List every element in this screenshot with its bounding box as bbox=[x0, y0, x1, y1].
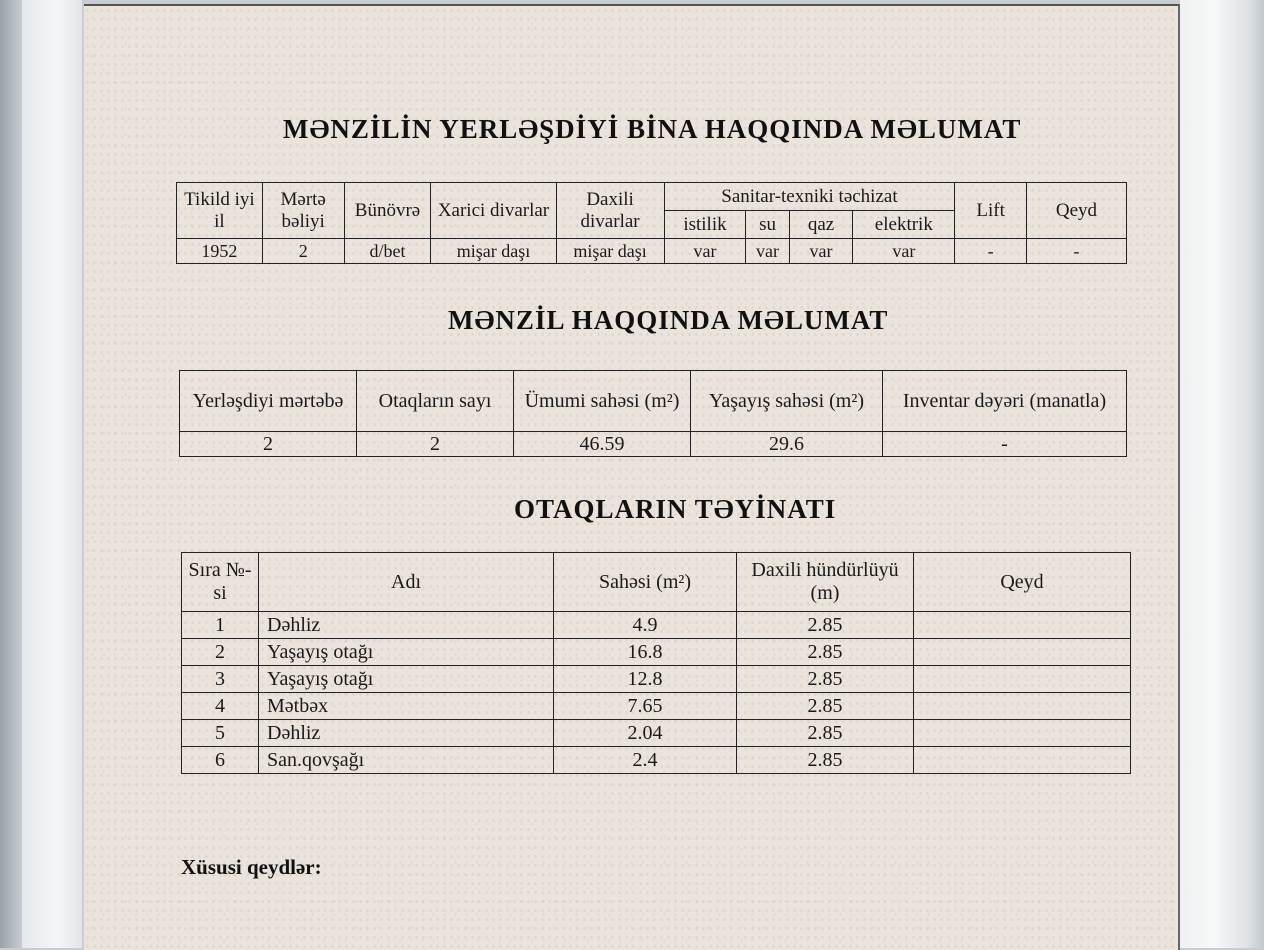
room-height: 2.85 bbox=[737, 747, 914, 774]
header-elektrik: elektrik bbox=[853, 211, 955, 239]
room-name: Mətbəx bbox=[259, 693, 554, 720]
room-area: 7.65 bbox=[554, 693, 737, 720]
room-note bbox=[914, 747, 1131, 774]
header-bunovre: Bünövrə bbox=[344, 183, 431, 239]
header-inventar-deyeri: Inventar dəyəri (manatla) bbox=[883, 371, 1127, 432]
header-istilik: istilik bbox=[664, 211, 746, 239]
header-daxili-divarlar: Daxili divarlar bbox=[556, 183, 664, 239]
value-daxili-divarlar: mişar daşı bbox=[556, 239, 664, 264]
building-info-title: MƏNZİLİN YERLƏŞDİYİ BİNA HAQQINDA MƏLUMAT bbox=[283, 114, 1022, 144]
table-row bbox=[182, 747, 1131, 774]
header-otaqlarin-sayi: Otaqların sayı bbox=[357, 371, 514, 432]
value-mertebeliyi: 2 bbox=[262, 239, 344, 264]
header-yerlesdiyi-mertebe: Yerləşdiyi mərtəbə bbox=[180, 371, 357, 432]
room-note bbox=[914, 612, 1131, 639]
room-area: 2.4 bbox=[554, 747, 737, 774]
building-info-table bbox=[176, 182, 1127, 264]
header-yasayis-sahe: Yaşayış sahəsi (m²) bbox=[691, 371, 883, 432]
value-inventar-deyeri: - bbox=[883, 432, 1127, 457]
room-name: San.qovşağı bbox=[259, 747, 554, 774]
room-no: 3 bbox=[182, 666, 259, 693]
header-adi: Adı bbox=[259, 553, 554, 612]
room-no: 6 bbox=[182, 747, 259, 774]
header-sahesi: Sahəsi (m²) bbox=[554, 553, 737, 612]
room-no: 4 bbox=[182, 693, 259, 720]
header-qaz: qaz bbox=[789, 211, 853, 239]
room-area: 16.8 bbox=[554, 639, 737, 666]
value-su: var bbox=[746, 239, 789, 264]
apartment-info-table bbox=[179, 370, 1127, 457]
value-qeyd: - bbox=[1026, 239, 1126, 264]
header-xarici-divarlar: Xarici divarlar bbox=[431, 183, 556, 239]
room-name: Yaşayış otağı bbox=[259, 666, 554, 693]
room-name: Dəhliz bbox=[259, 612, 554, 639]
value-yerlesdiyi-mertebe: 2 bbox=[180, 432, 357, 457]
room-height: 2.85 bbox=[737, 666, 914, 693]
sheet-protector-right bbox=[1180, 0, 1264, 948]
value-tikildiyi-il: 1952 bbox=[177, 239, 263, 264]
header-umumi-sahe: Ümumi sahəsi (m²) bbox=[514, 371, 691, 432]
room-area: 12.8 bbox=[554, 666, 737, 693]
value-bunovre: d/bet bbox=[344, 239, 431, 264]
header-sira: Sıra №-si bbox=[182, 553, 259, 612]
room-note bbox=[914, 639, 1131, 666]
room-no: 1 bbox=[182, 612, 259, 639]
rooms-title: OTAQLARIN TƏYİNATI bbox=[514, 494, 837, 524]
table-row bbox=[182, 720, 1131, 747]
value-istilik: var bbox=[664, 239, 746, 264]
room-height: 2.85 bbox=[737, 639, 914, 666]
value-otaqlarin-sayi: 2 bbox=[357, 432, 514, 457]
header-sanitar-texniki: Sanitar-texniki təchizat bbox=[664, 183, 955, 211]
table-row bbox=[182, 693, 1131, 720]
value-umumi-sahe: 46.59 bbox=[514, 432, 691, 457]
value-qaz: var bbox=[789, 239, 853, 264]
value-lift: - bbox=[955, 239, 1027, 264]
room-area: 4.9 bbox=[554, 612, 737, 639]
table-row bbox=[182, 666, 1131, 693]
room-area: 2.04 bbox=[554, 720, 737, 747]
value-elektrik: var bbox=[853, 239, 955, 264]
room-note bbox=[914, 693, 1131, 720]
room-height: 2.85 bbox=[737, 612, 914, 639]
header-su: su bbox=[746, 211, 789, 239]
header-lift: Lift bbox=[955, 183, 1027, 239]
header-qeyd: Qeyd bbox=[914, 553, 1131, 612]
room-height: 2.85 bbox=[737, 720, 914, 747]
header-mertebeliyi: Mərtə bəliyi bbox=[262, 183, 344, 239]
table-row bbox=[182, 612, 1131, 639]
value-yasayis-sahe: 29.6 bbox=[691, 432, 883, 457]
rooms-table bbox=[181, 552, 1131, 774]
room-height: 2.85 bbox=[737, 693, 914, 720]
room-note bbox=[914, 720, 1131, 747]
table-row bbox=[182, 639, 1131, 666]
header-tikildiyi-il: Tikild iyi il bbox=[177, 183, 263, 239]
sheet-protector-left bbox=[22, 0, 82, 948]
document-page bbox=[84, 4, 1180, 950]
value-xarici-divarlar: mişar daşı bbox=[431, 239, 556, 264]
room-note bbox=[914, 666, 1131, 693]
room-name: Dəhliz bbox=[259, 720, 554, 747]
room-name: Yaşayış otağı bbox=[259, 639, 554, 666]
header-qeyd: Qeyd bbox=[1026, 183, 1126, 239]
apartment-info-title: MƏNZİL HAQQINDA MƏLUMAT bbox=[448, 305, 889, 335]
room-no: 5 bbox=[182, 720, 259, 747]
room-no: 2 bbox=[182, 639, 259, 666]
header-hundurluyu: Daxili hündürlüyü (m) bbox=[737, 553, 914, 612]
special-notes-label: Xüsusi qeydlər: bbox=[181, 855, 322, 879]
